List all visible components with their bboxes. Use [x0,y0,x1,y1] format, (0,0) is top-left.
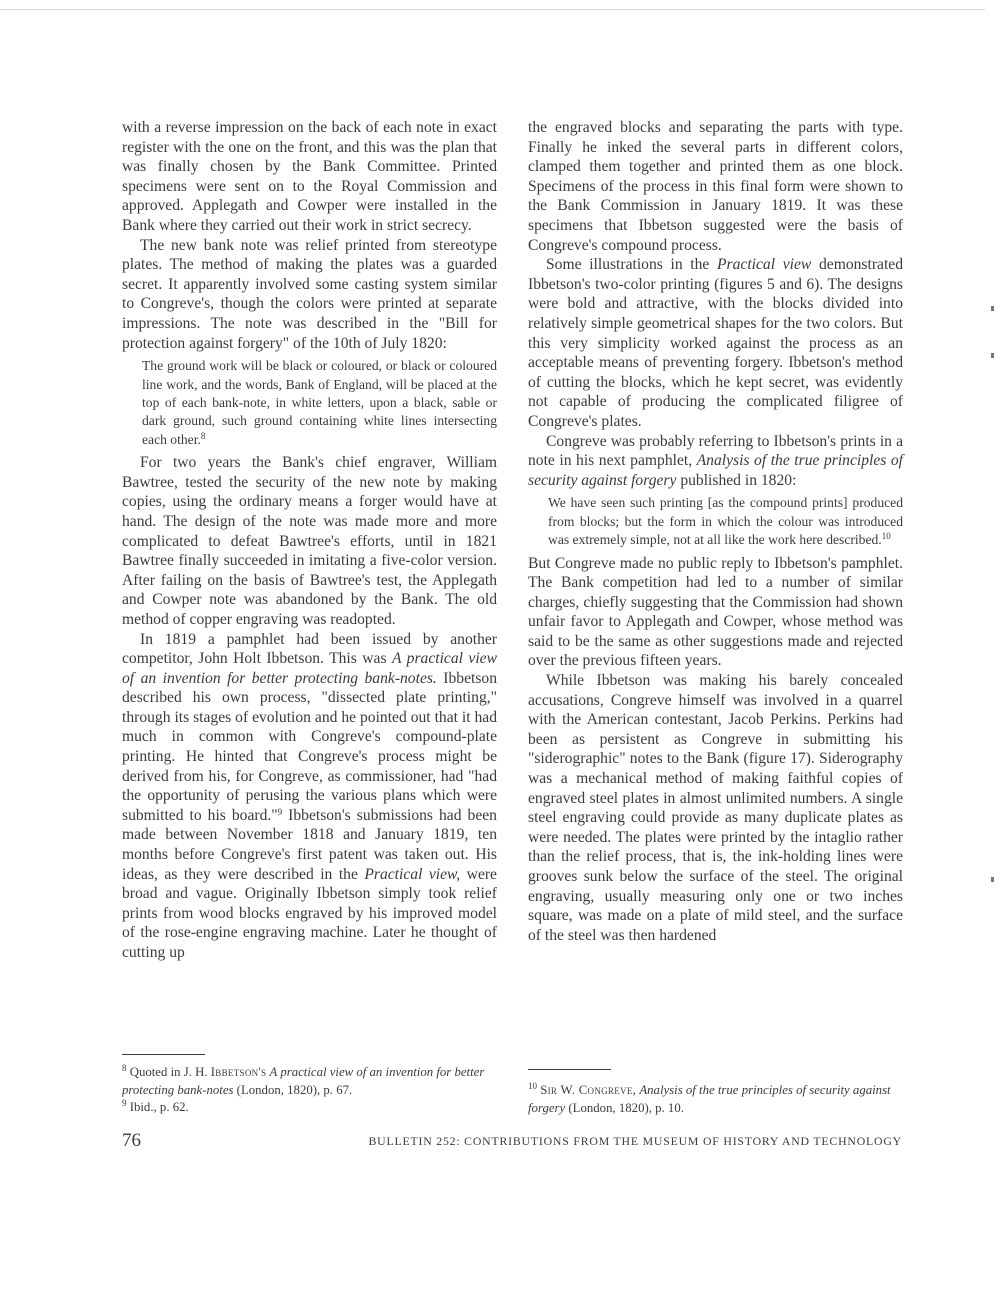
footnote-text: Quoted in J. H. [129,1065,211,1079]
footnote-9 [122,1099,497,1117]
paragraph: For two years the Bank's chief engraver, William Bawtree, tested the security of the new note by making copies, using the ordinary means a forger would have at hand. The design of the note was made more and more complicated to defeat Bawtree's efforts, until in 1821 Bawtree finally succeeded in imitating a five-color version. After failing on the basis of Bawtree's test, the Applegath and Cowper note was abandoned by the Bank. The old method of copper engraving was readopted. [122,454,497,628]
text-run: Ibbetson's submissions had been made between November 1818 and January 1819, ten months before Congreve's first patent was taken out. His ideas, as they were described in the [122,806,497,883]
block-quote [548,494,903,549]
footnote-ref: 10 [881,531,891,542]
paragraph: The new bank note was relief printed from stereotype plates. The method of making the plates was a guarded secret. It apparently involved some casting system similar to Congreve's, though the colors were printed at separate impressions. The note was described in the "Bill for protection against forgery" of the 10th of July 1820: [122,236,497,352]
text-run: were broad and vague. Originally Ibbetson simply took relief prints from wood blocks engraved by his improved model of the rose-engine engraving machine. Later he thought of cutting up [122,865,497,961]
scan-edge-line [0,9,985,10]
footnote-rule [528,1069,611,1070]
quote-text: The ground work will be black or coloured, or black or coloured line work, and the words, Bank of England, will be placed at the top of each bank-note, in white letters, upon a black, sable or dark ground, such ground containing white lines intersecting each other. [142,358,497,447]
paragraph [528,255,903,431]
text-run: Congreve was probably referring to Ibbetson's prints in a note in his next pamphlet, [528,432,903,470]
paragraph: with a reverse impression on the back of each note in exact register with the one on the front, and this was the plan that was finally chosen by the Bank Committee. Printed specimens were sent on to the Royal Commission and approved. Applegath and Cowper were installed in the Bank where they carried out their work in strict secrecy. [122,119,497,234]
footnote-text: (London, 1820), p. 67. [233,1082,353,1097]
text-run: published in 1820: [676,471,797,489]
scan-mark [991,306,994,311]
footnote-author: Sir W. Congreve, [540,1083,637,1097]
footnote-title: Analysis of the true principles of security against forgery [528,1083,891,1115]
text-run: demonstrated Ibbetson's two-color printing (figures 5 and 6). The designs were bold and attractive, with the blocks divided into relatively simple geometrical shapes for the two colors. But this very simplicity worked against the process as an acceptable means of preventing forgery. Ibbetson's method of cutting the blocks, which he kept secret, was evidently not capable of producing the complicated filigree of Congreve's plates. [528,256,903,430]
footnote-rule [122,1054,205,1055]
footnote-10 [528,1082,903,1117]
book-title: Analysis of the true principles of security against forgery [528,452,903,489]
block-quote [142,357,497,449]
footnote-title: A practical view of an invention for better protecting bank-notes [122,1065,485,1097]
footnote-text: Ibid., p. 62. [129,1100,189,1114]
right-column [528,118,903,945]
book-title: A practical view of an invention for better protecting bank-notes. [122,650,497,687]
book-title: Practical view [717,256,812,274]
footnote-8 [122,1064,497,1099]
text-run: In 1819 a pamphlet had been issued by another competitor, John Holt Ibbetson. This was [122,630,497,668]
footnote-number: 8 [122,1063,127,1073]
text-run: Ibbetson described his own process, "dissected plate printing," through its stages of evolution and he pointed out that it had much in common with Congreve's compound-plate printing. He hinted that Congreve's process might be derived from his, for Congreve, as commissioner, had "had the opportunity of perusing the various plans which were submitted to his board." [122,669,497,824]
footnote-ref: 9 [277,806,283,817]
scan-mark [991,353,994,358]
paragraph: the engraved blocks and separating the parts with type. Finally he inked the several parts in different colors, clamped them together and printed them as one block. Specimens of the process in this final form were shown to the Bank Commission in January 1819. It was these specimens that Ibbetson suggested were the basis of Congreve's compound process. [528,119,903,254]
footnote-number: 9 [122,1098,127,1108]
paragraph [122,630,497,963]
paragraph [528,432,903,491]
left-column [122,118,497,963]
quote-text: We have seen such printing [as the compound prints] produced from blocks; but the form in which the colour was introduced was extremely simple, not at all like the work here described. [548,495,903,548]
footnote-author: Ibbetson's [210,1065,267,1079]
footnote-ref: 8 [200,430,206,441]
page-number: 76 [122,1130,141,1151]
paragraph: While Ibbetson was making his barely concealed accusations, Congreve himself was involved in a quarrel with the American contestant, Jacob Perkins. Perkins had been as persistent as Congreve in submitting his "siderographic" notes to the Bank (figure 17). Siderography was a mechanical method of making faithful copies of engraved steel plates in almost unlimited numbers. A single steel engraving could provide as many duplicate plates as were needed. The plates were printed by the intaglio rather than the relief process, that is, the ink-holding lines were grooves sunk below the surface of the steel. The original engraving, usually measuring only one or two inches square, was made on a plate of mild steel, and the surface of the steel was then hardened [528,672,903,944]
footnote-number: 10 [528,1081,537,1091]
footnote-text: (London, 1820), p. 10. [565,1100,684,1115]
scan-mark [991,877,994,882]
text-run: Some illustrations in the [546,256,718,274]
running-head: BULLETIN 252: CONTRIBUTIONS FROM THE MUSEUM OF HISTORY AND TECHNOLOGY [368,1134,902,1148]
book-title: Practical view, [364,865,461,883]
paragraph: But Congreve made no public reply to Ibbetson's pamphlet. The Bank competition had led to a number of similar charges, chiefly suggesting that the Commission had shown unfair favor to Applegath and Cowper, whose method was said to be the same as other suggestions made and rejected over the previous fifteen years. [528,554,903,670]
